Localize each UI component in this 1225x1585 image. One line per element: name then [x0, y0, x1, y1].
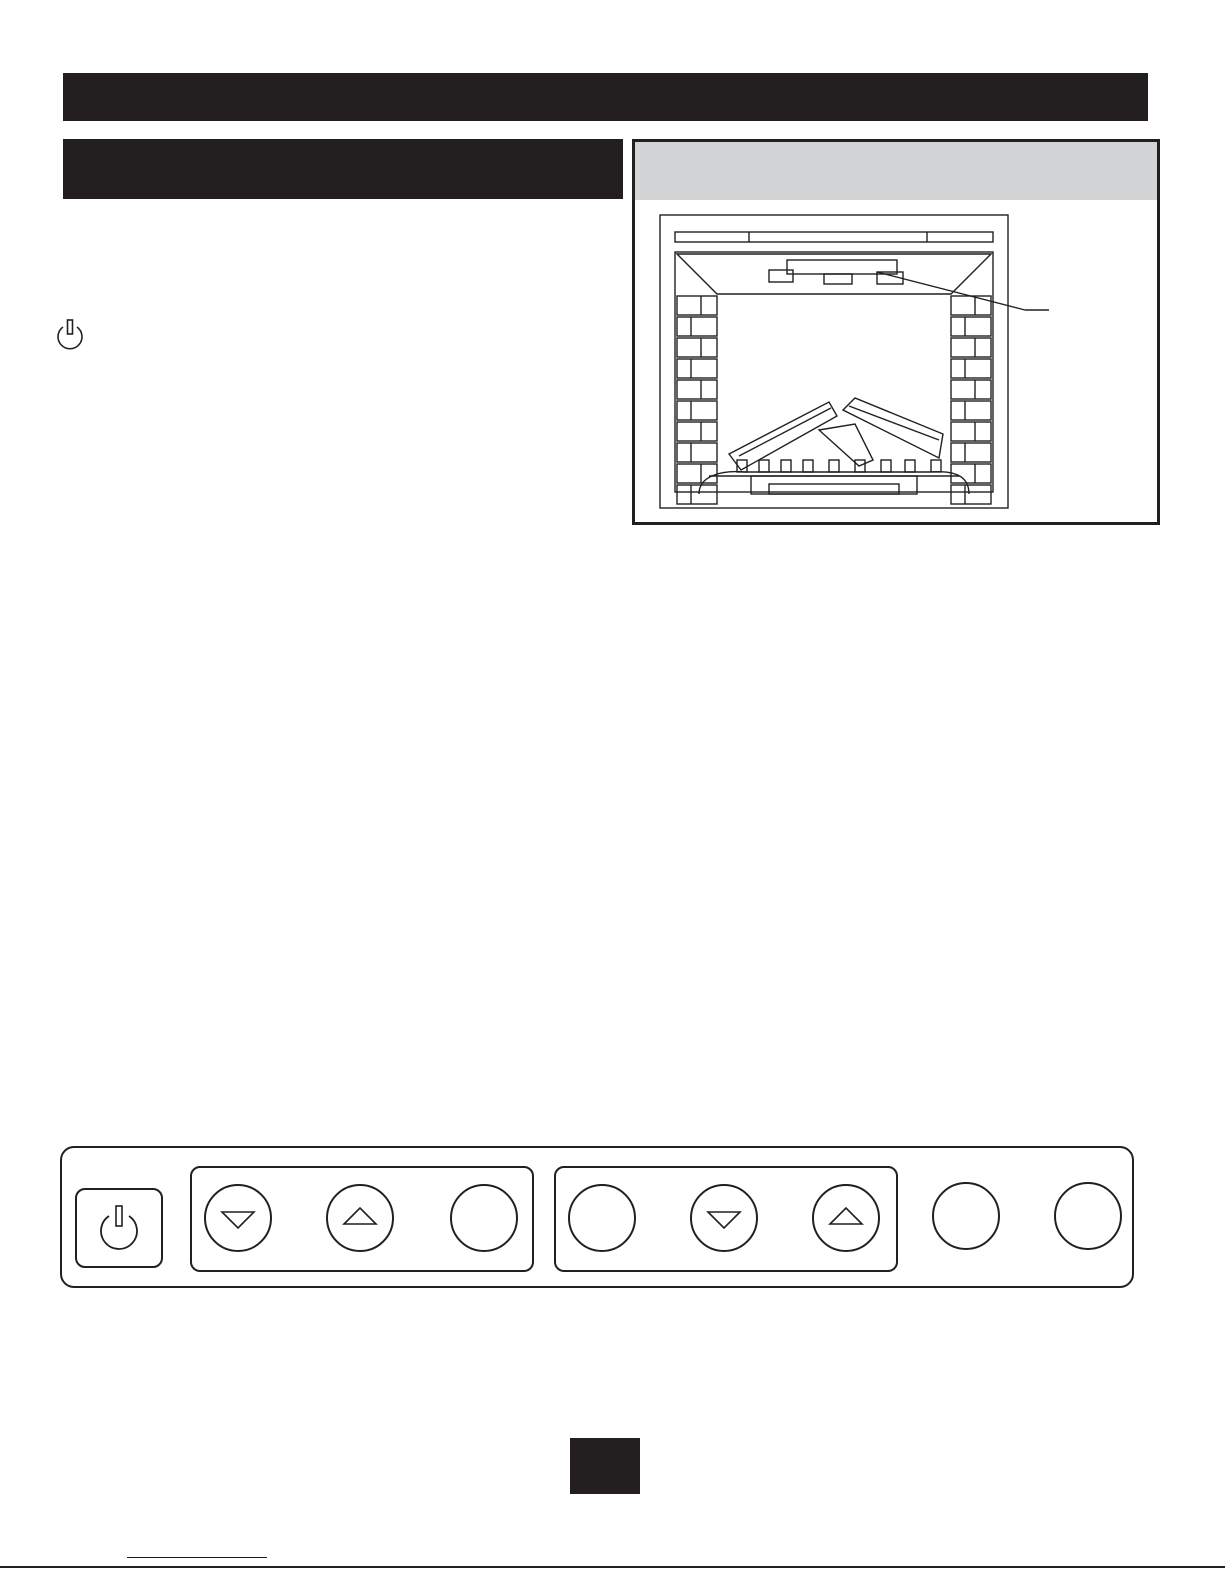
ember: [829, 460, 839, 472]
brick: [951, 380, 991, 399]
brick: [677, 401, 717, 420]
brick: [677, 359, 717, 378]
down-button-1[interactable]: [204, 1184, 272, 1252]
ember: [803, 460, 813, 472]
up-button-2[interactable]: [812, 1184, 880, 1252]
brick: [951, 401, 991, 420]
brick: [677, 443, 717, 462]
button-group-2: [554, 1166, 898, 1272]
ember: [781, 460, 791, 472]
brick: [951, 338, 991, 357]
brick: [951, 485, 991, 504]
footer-rule: [0, 1566, 1225, 1568]
up-button-1[interactable]: [326, 1184, 394, 1252]
brick: [677, 338, 717, 357]
triangle-up-icon: [814, 1186, 878, 1250]
ember: [931, 460, 941, 472]
footer-link-underline[interactable]: [127, 1557, 267, 1558]
power-icon: [77, 1190, 161, 1266]
control-panel: [60, 1146, 1134, 1288]
triangle-down-icon: [206, 1186, 270, 1250]
power-button[interactable]: [75, 1188, 163, 1268]
blank-button-1[interactable]: [450, 1184, 518, 1252]
triangle-down-icon: [692, 1186, 756, 1250]
brick: [677, 485, 717, 504]
button-group-1: [190, 1166, 534, 1272]
ember: [905, 460, 915, 472]
brick: [951, 422, 991, 441]
brick: [951, 443, 991, 462]
brick: [677, 464, 717, 483]
brick: [677, 296, 717, 315]
brick: [951, 317, 991, 336]
figure-caption-bar: [635, 142, 1157, 200]
section-header-bar: [63, 139, 623, 199]
brick: [951, 359, 991, 378]
brick: [951, 464, 991, 483]
brick: [677, 422, 717, 441]
ember: [881, 460, 891, 472]
figure-box: [632, 139, 1160, 525]
main-header-bar: [63, 73, 1148, 121]
power-icon: [52, 316, 88, 352]
brick: [677, 380, 717, 399]
blank-button-3[interactable]: [932, 1182, 1000, 1250]
blank-button-2[interactable]: [568, 1184, 636, 1252]
page-number-box: [570, 1438, 640, 1494]
blank-button-4[interactable]: [1054, 1182, 1122, 1250]
fireplace-illustration: [659, 214, 1079, 519]
ember: [759, 460, 769, 472]
brick: [951, 296, 991, 315]
down-button-2[interactable]: [690, 1184, 758, 1252]
triangle-up-icon: [328, 1186, 392, 1250]
brick: [677, 317, 717, 336]
